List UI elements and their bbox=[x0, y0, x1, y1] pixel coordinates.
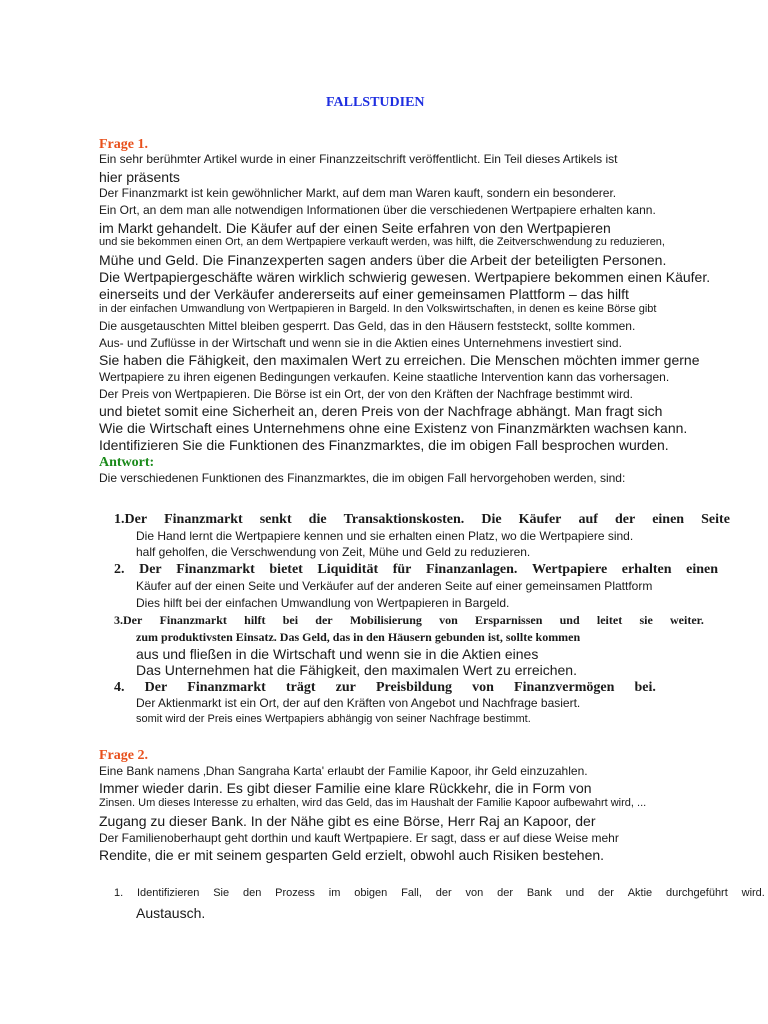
frage1-line: Wertpapiere zu ihren eigenen Bedingungen verkaufen. Keine staatliche Intervention kann das vorhersagen. bbox=[99, 370, 670, 384]
justified-word: Mobilisierung bbox=[349, 613, 422, 627]
justified-word: und bbox=[565, 887, 585, 899]
justified-word: bei. bbox=[634, 680, 656, 695]
justified-word: der bbox=[614, 512, 636, 527]
frage1-line: hier präsents bbox=[99, 169, 180, 185]
justified-word: Der bbox=[139, 562, 162, 577]
justified-word: Transaktionskosten. bbox=[343, 512, 465, 527]
frage1-line: Wie die Wirtschaft eines Unternehmens ohne eine Existenz von Finanzmärkten wachsen kann. bbox=[99, 420, 688, 436]
frage1-line: Die ausgetauschten Mittel bleiben gesperrt. Das Geld, das in den Häusern feststeckt, sollte kommen. bbox=[99, 319, 636, 333]
frage1-line: in der einfachen Umwandlung von Wertpapieren in Bargeld. In den Volkswirtschaften, in denen es keine Börse gibt bbox=[99, 303, 657, 315]
justified-word: 2. bbox=[114, 562, 125, 577]
justified-word: bei bbox=[282, 613, 299, 627]
frage1-line: Sie haben die Fähigkeit, den maximalen Wert zu erreichen. Die Menschen möchten immer gerne bbox=[99, 352, 700, 368]
justified-word: Identifizieren bbox=[137, 887, 200, 899]
justified-word: weiter. bbox=[670, 613, 704, 627]
justified-word: auf bbox=[578, 512, 598, 527]
justified-word: von bbox=[472, 680, 494, 695]
frage1-heading: Frage 1. bbox=[99, 137, 148, 152]
justified-word: für bbox=[392, 562, 412, 577]
justified-word: der bbox=[597, 887, 614, 899]
justified-word: leitet bbox=[596, 613, 623, 627]
justified-word: die bbox=[308, 512, 327, 527]
justified-word: Finanzmarkt bbox=[159, 613, 227, 627]
justified-word: 3.Der bbox=[114, 613, 143, 627]
justified-word: einen bbox=[652, 512, 685, 527]
frage1-line: und bietet somit eine Sicherheit an, deren Preis von der Nachfrage abhängt. Man fragt sich bbox=[99, 403, 663, 419]
frage1-line: Ein sehr berühmter Artikel wurde in einer Finanzzeitschrift veröffentlicht. Ein Teil dieses Artikels ist bbox=[99, 152, 618, 166]
point4-line: Der Aktienmarkt ist ein Ort, der auf den Kräften von Angebot und Nachfrage basiert. bbox=[136, 696, 581, 710]
frage1-line: Die Wertpapiergeschäfte wären wirklich schwierig gewesen. Wertpapiere bekommen einen Käufer. bbox=[99, 269, 711, 285]
justified-word: durchgeführt bbox=[666, 887, 728, 899]
justified-word: einen bbox=[686, 562, 718, 577]
justified-word: Finanzanlagen. bbox=[425, 562, 518, 577]
justified-word: trägt bbox=[285, 680, 316, 695]
justified-word: senkt bbox=[259, 512, 292, 527]
justified-word: Der bbox=[144, 680, 168, 695]
point2-line: Dies hilft bei der einfachen Umwandlung von Wertpapieren in Bargeld. bbox=[136, 596, 510, 610]
justified-word: Liquidität bbox=[317, 562, 379, 577]
page-title: FALLSTUDIEN bbox=[326, 95, 425, 110]
justified-word: Finanzmarkt bbox=[176, 562, 255, 577]
justified-word: Die bbox=[481, 512, 502, 527]
frage2-line: Eine Bank namens ‚Dhan Sangraha Karta' erlaubt der Familie Kapoor, ihr Geld einzuzahlen. bbox=[99, 764, 588, 778]
justified-word: Aktie bbox=[627, 887, 653, 899]
point1-line: Die Hand lernt die Wertpapiere kennen und sie erhalten einen Platz, wo die Wertpapiere sind. bbox=[136, 529, 634, 543]
justified-word: zur bbox=[335, 680, 356, 695]
justified-word: hilft bbox=[244, 613, 266, 627]
frage1-line: Mühe und Geld. Die Finanzexperten sagen anders über die Arbeit der beteiligten Personen. bbox=[99, 252, 667, 268]
justified-word: von bbox=[439, 613, 458, 627]
point1-heading bbox=[114, 513, 730, 527]
justified-word: obigen bbox=[354, 887, 388, 899]
justified-word: Prozess bbox=[275, 887, 315, 899]
justified-word: Finanzmarkt bbox=[187, 680, 266, 695]
justified-word: und bbox=[559, 613, 580, 627]
justified-word: den bbox=[242, 887, 262, 899]
justified-word: Seite bbox=[701, 512, 730, 527]
justified-word: erhalten bbox=[621, 562, 672, 577]
justified-word: sie bbox=[639, 613, 653, 627]
question-number: 1. bbox=[114, 887, 124, 899]
justified-word: Käufer bbox=[518, 512, 562, 527]
frage2-line: Zinsen. Um dieses Interesse zu erhalten, wird das Geld, das im Haushalt der Familie Kapoor aufbewahrt wird, ... bbox=[99, 797, 647, 809]
justified-word: im bbox=[328, 887, 341, 899]
frage1-line: Ein Ort, an dem man alle notwendigen Informationen über die verschiedenen Wertpapiere erhalten kann. bbox=[99, 203, 656, 217]
question-continuation: Austausch. bbox=[136, 905, 206, 921]
frage2-line: Zugang zu dieser Bank. In der Nähe gibt es eine Börse, Herr Raj an Kapoor, der bbox=[99, 813, 596, 829]
justified-word: Bank bbox=[526, 887, 552, 899]
frage2-heading: Frage 2. bbox=[99, 748, 148, 763]
frage1-line: Der Finanzmarkt ist kein gewöhnlicher Markt, auf dem man Waren kauft, sondern ein besonderer. bbox=[99, 186, 617, 200]
frage2-line: Rendite, die er mit seinem gesparten Geld erzielt, obwohl auch Risiken bestehen. bbox=[99, 847, 605, 863]
frage1-line: Der Preis von Wertpapieren. Die Börse ist ein Ort, der von den Kräften der Nachfrage bestimmt wird. bbox=[99, 387, 634, 401]
justified-word: Fall, bbox=[401, 887, 422, 899]
frage1-line: und sie bekommen einen Ort, an dem Wertpapiere verkauft werden, was hilft, die Zeitverschwendung zu reduzieren, bbox=[99, 236, 665, 248]
justified-word: Finanzmarkt bbox=[164, 512, 243, 527]
justified-word: Finanzvermögen bbox=[514, 680, 615, 695]
point2-line: Käufer auf der einen Seite und Verkäufer auf der anderen Seite auf einer gemeinsamen Plattform bbox=[136, 579, 653, 593]
justified-word: 1.Der bbox=[114, 512, 148, 527]
point2-heading bbox=[114, 563, 718, 577]
justified-word: der bbox=[435, 887, 452, 899]
justified-word: der bbox=[315, 613, 333, 627]
justified-word: Wertpapiere bbox=[531, 562, 608, 577]
frage2-line: Der Familienoberhaupt geht dorthin und kauft Wertpapiere. Er sagt, dass er auf diese Weise mehr bbox=[99, 831, 619, 845]
point4-line: somit wird der Preis eines Wertpapiers abhängig von seiner Nachfrage bestimmt. bbox=[136, 713, 531, 725]
frage1-line: im Markt gehandelt. Die Käufer auf der einen Seite erfahren von den Wertpapieren bbox=[99, 220, 611, 236]
antwort-intro: Die verschiedenen Funktionen des Finanzmarktes, die im obigen Fall hervorgehoben werden, sind: bbox=[99, 471, 626, 485]
justified-word: Preisbildung bbox=[376, 680, 452, 695]
justified-word: 4. bbox=[114, 680, 125, 695]
frage1-line: Identifizieren Sie die Funktionen des Finanzmarktes, die im obigen Fall besprochen wurden. bbox=[99, 437, 669, 453]
justified-word: Ersparnissen bbox=[475, 613, 543, 627]
justified-word: von bbox=[465, 887, 484, 899]
frage2-line: Immer wieder darin. Es gibt dieser Familie eine klare Rückkehr, die in Form von bbox=[99, 780, 592, 796]
point3-line: zum produktivsten Einsatz. Das Geld, das in den Häusern gebunden ist, sollte kommen bbox=[136, 630, 581, 644]
antwort-heading: Antwort: bbox=[99, 455, 155, 470]
justified-word: der bbox=[497, 887, 513, 899]
point3-line: aus und fließen in die Wirtschaft und wenn sie in die Aktien eines bbox=[136, 646, 539, 662]
justified-word: wird. bbox=[741, 887, 765, 899]
point4-heading bbox=[114, 681, 656, 695]
point3-heading bbox=[114, 614, 704, 626]
justified-word: bietet bbox=[269, 562, 303, 577]
question-text bbox=[137, 888, 765, 899]
frage1-line: Aus- und Zuflüsse in der Wirtschaft und wenn sie in die Aktien eines Unternehmens investiert sind. bbox=[99, 336, 622, 350]
point1-line: half geholfen, die Verschwendung von Zeit, Mühe und Geld zu reduzieren. bbox=[136, 545, 531, 559]
frage1-line: einerseits und der Verkäufer andererseits auf einer gemeinsamen Plattform – das hilft bbox=[99, 286, 629, 302]
point3-line: Das Unternehmen hat die Fähigkeit, den maximalen Wert zu erreichen. bbox=[136, 662, 577, 678]
justified-word: Sie bbox=[213, 887, 230, 899]
